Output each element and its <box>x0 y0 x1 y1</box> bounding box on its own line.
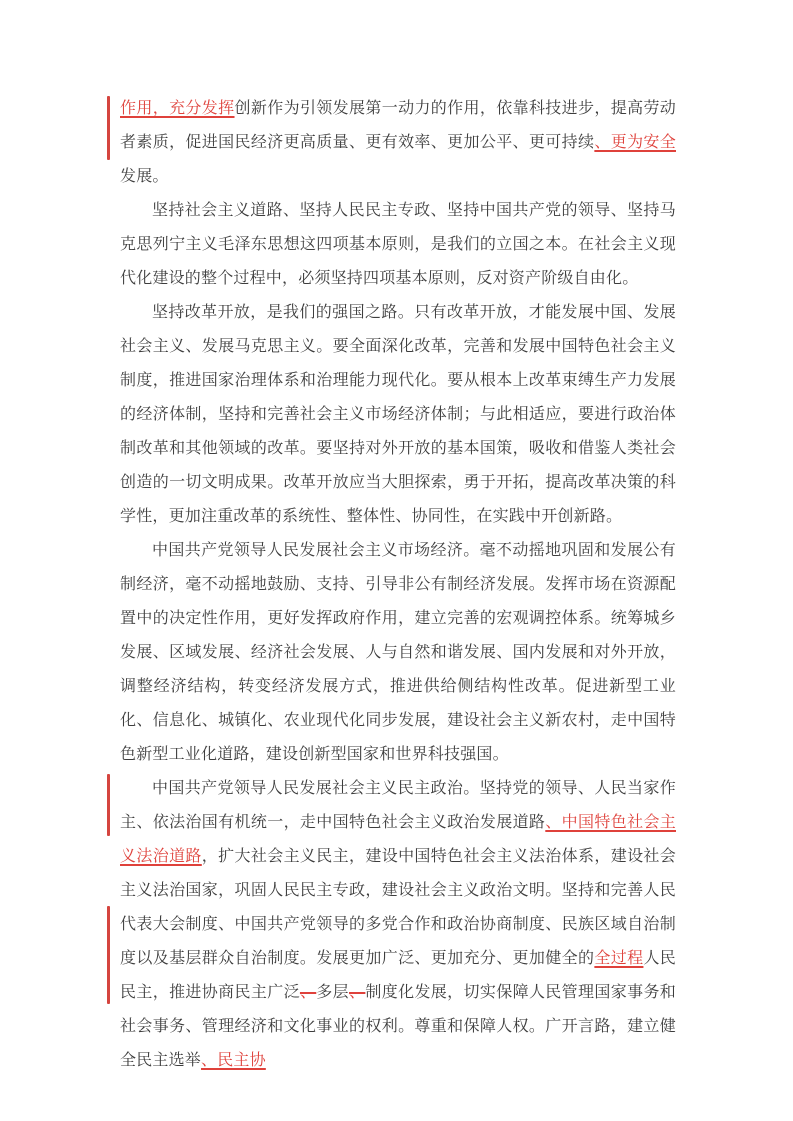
text-run: 发展。 <box>120 168 169 185</box>
inserted-text: 、民主协 <box>201 1052 266 1069</box>
paragraph <box>120 194 676 296</box>
paragraph <box>120 296 676 534</box>
paragraph <box>120 772 676 1078</box>
revision-change-bar <box>107 906 110 1004</box>
text-run: 制度化发展，切实保障人民管理国家事务和社会事务、管理经济和文化事业的权利。尊重和保障人权。广开言路，建立健全民主选举 <box>120 984 676 1069</box>
document-text-block <box>120 92 676 1078</box>
text-run: 多层 <box>316 984 350 1001</box>
paragraph <box>120 92 676 194</box>
revision-change-bar <box>107 774 110 836</box>
text-run: ，扩大社会主义民主，建设中国特色社会主义法治体系，建设社会主义法治国家，巩固人民民主专政，建设社会主义政治文明。坚持和完善人民代表大会制度、中国共产党领导的多党合作和政治协商制度、民族区域自治制度以及基层群众自治制度。发展更加广泛、更加充分、更加健全的 <box>120 848 676 967</box>
text-run: 人民民主，推进协商民主广泛 <box>120 950 676 1001</box>
deleted-text: 、 <box>349 984 366 1001</box>
text-run: 中国共产党领导人民发展社会主义民主政治。坚持党的领导、人民当家作主、依法治国有机统一，走中国特色社会主义政治发展道路 <box>120 780 676 831</box>
deleted-text: 、 <box>299 984 317 1001</box>
inserted-text: 、中国特色社会主义法治道路 <box>120 814 676 865</box>
inserted-text: 、更为安全 <box>594 134 676 151</box>
text-run: 中国共产党领导人民发展社会主义市场经济。毫不动摇地巩固和发展公有制经济，毫不动摇地鼓励、支持、引导非公有制经济发展。发挥市场在资源配置中的决定性作用，更好发挥政府作用，建立完善的宏观调控体系。统筹城乡发展、区域发展、经济社会发展、人与自然和谐发展、国内发展和对外开放，调整经济结构，转变经济发展方式，推进供给侧结构性改革。促进新型工业化、信息化、城镇化、农业现代化同步发展，建设社会主义新农村，走中国特色新型工业化道路，建设创新型国家和世界科技强国。 <box>120 542 676 763</box>
text-run: 坚持社会主义道路、坚持人民民主专政、坚持中国共产党的领导、坚持马克思列宁主义毛泽东思想这四项基本原则，是我们的立国之本。在社会主义现代化建设的整个过程中，必须坚持四项基本原则，反对资产阶级自由化。 <box>120 202 676 287</box>
inserted-text: 全过程 <box>594 950 644 967</box>
inserted-text: 作用，充分发挥 <box>120 100 235 117</box>
revision-change-bar <box>107 96 110 160</box>
text-run: 坚持改革开放，是我们的强国之路。只有改革开放，才能发展中国、发展社会主义、发展马克思主义。要全面深化改革，完善和发展中国特色社会主义制度，推进国家治理体系和治理能力现代化。要从根本上改革束缚生产力发展的经济体制，坚持和完善社会主义市场经济体制；与此相适应，要进行政治体制改革和其他领域的改革。要坚持对外开放的基本国策，吸收和借鉴人类社会创造的一切文明成果。改革开放应当大胆探索，勇于开拓，提高改革决策的科学性，更加注重改革的系统性、整体性、协同性，在实践中开创新路。 <box>120 304 676 525</box>
text-run: 创新作为引领发展第一动力的作用，依靠科技进步，提高劳动者素质，促进国民经济更高质量、更有效率、更加公平、更可持续 <box>120 100 677 151</box>
paragraph <box>120 534 676 772</box>
